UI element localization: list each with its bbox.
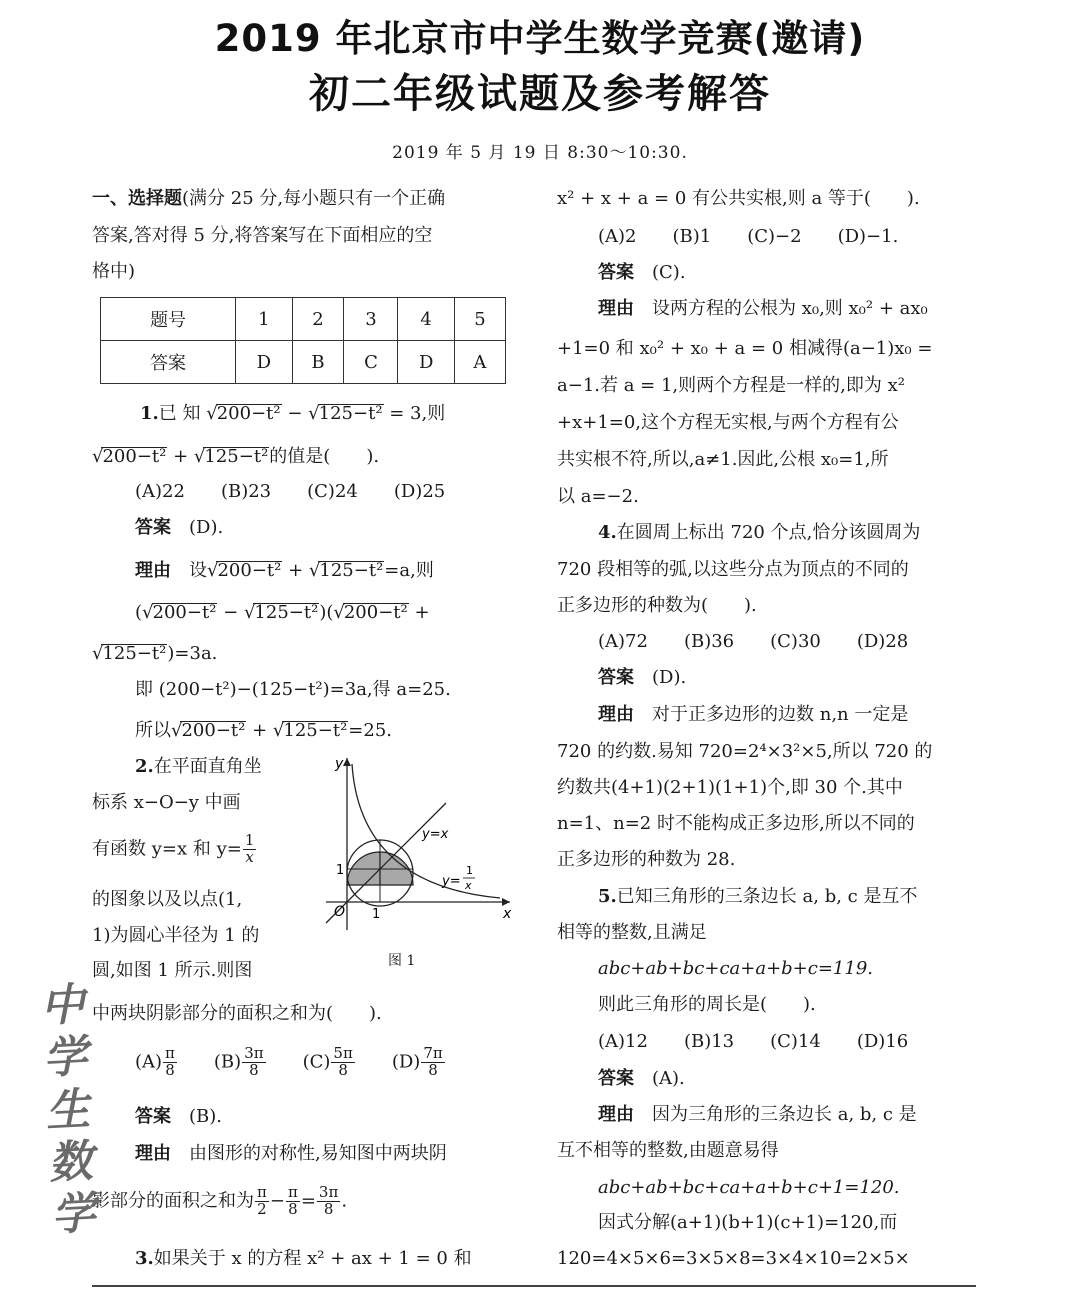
section-intro-line-1: 一、选择题(满分 25 分,每小题只有一个正确 <box>92 188 446 209</box>
q2-reason-line-2: 影部分的面积之和为 $\frac{\pi}{2}$ − $\frac{\pi}{8}$ = $\frac{3\pi}{8}$ . <box>92 1183 348 1218</box>
q3-reason-line-4: +x+1=0,这个方程无实根,与两个方程有公 <box>557 412 899 433</box>
answer-table-answer: B <box>292 341 344 384</box>
q5-reason-line-2: 互不相等的整数,由题意易得 <box>557 1140 779 1161</box>
q5-stem-line-3: 则此三角形的周长是( ). <box>598 994 816 1015</box>
q1-options: (A)22 (B)23 (C)24 (D)25 <box>135 481 446 502</box>
label-y-equals: y= <box>442 874 461 889</box>
q3-stem-line-1: 3.如果关于 x 的方程 x² + ax + 1 = 0 和 <box>135 1248 472 1269</box>
section-label: 一、选择题 <box>92 188 182 209</box>
q3-stem-line-2: x² + x + a = 0 有公共实根,则 a 等于( ). <box>557 188 920 209</box>
q2-stem-line-7: 中两块阴影部分的面积之和为( ). <box>92 1003 382 1024</box>
q2-answer: 答案 (B). <box>135 1106 222 1127</box>
title-line-2: 初二年级试题及参考解答 <box>309 71 771 117</box>
q3-options: (A)2 (B)1 (C)−2 (D)−1. <box>598 226 899 247</box>
q5-reason-line-1: 理由 因为三角形的三条边长 a, b, c 是 <box>598 1104 917 1125</box>
q3-reason-line-2: +1=0 和 x₀² + x₀ + a = 0 相减得(a−1)x₀ = <box>557 338 933 359</box>
answer-table-answer: A <box>454 341 505 384</box>
x-axis-label: x <box>503 906 512 922</box>
q5-number: 5. <box>598 886 617 907</box>
q2-stem-line-5: 1)为圆心半径为 1 的 <box>92 925 260 946</box>
exam-datetime: 2019 年 5 月 19 日 8:30～10:30. <box>392 143 688 163</box>
q2-stem-line-1: 2.在平面直角坐 <box>135 756 262 777</box>
q1-reason-line-4: 即 (200−t²)−(125−t²)=3a,得 a=25. <box>135 679 451 700</box>
q5-reason-equation: abc+ab+bc+ca+a+b+c+1=120. <box>598 1177 900 1198</box>
q4-options: (A)72 (B)36 (C)30 (D)28 <box>598 631 909 652</box>
q2-number: 2. <box>135 756 154 777</box>
q1-reason-line-5: 所以√200−t² + √125−t²=25. <box>135 720 393 741</box>
q5-stem-line-2: 相等的整数,且满足 <box>557 922 707 943</box>
watermark-char: 数 <box>47 1135 95 1190</box>
figure-caption: 图 1 <box>388 953 416 969</box>
q1-stem-line-1: 1.已 知 √200−t² − √125−t² = 3,则 <box>140 403 446 424</box>
answer-table-number: 3 <box>344 298 398 341</box>
watermark-char: 生 <box>44 1083 92 1137</box>
section-intro-line-2: 答案,答对得 5 分,将答案写在下面相应的空 <box>92 225 433 246</box>
q4-stem-line-3: 正多边形的种数为( ). <box>557 595 757 616</box>
answer-table <box>100 297 506 384</box>
q1-answer: 答案 (D). <box>135 517 224 538</box>
answer-table-answer: C <box>344 341 398 384</box>
q4-stem-line-2: 720 段相等的弧,以这些分点为顶点的不同的 <box>557 559 909 580</box>
y-tick-1: 1 <box>336 863 345 878</box>
q3-number: 3. <box>135 1248 154 1269</box>
q4-answer: 答案 (D). <box>598 667 687 688</box>
q5-stem-line-1: 5.已知三角形的三条边长 a, b, c 是互不 <box>598 886 918 907</box>
answer-table-answer-label: 答案 <box>101 341 236 384</box>
q1-reason-line-3: √125−t²)=3a. <box>92 643 218 664</box>
answer-table-header-row <box>101 298 506 341</box>
q4-stem-line-1: 4.在圆周上标出 720 个点,恰分该圆周为 <box>598 522 921 543</box>
answer-table-number: 2 <box>292 298 344 341</box>
x-axis-arrow <box>502 898 510 906</box>
answer-table-number: 4 <box>398 298 454 341</box>
section-intro-line-3: 格中) <box>92 261 136 282</box>
q2-stem-line-6: 圆,如图 1 所示.则图 <box>92 960 253 981</box>
answer-table-answer: D <box>236 341 292 384</box>
q4-reason-line-4: n=1、n=2 时不能构成正多边形,所以不同的 <box>557 813 915 834</box>
q5-answer: 答案 (A). <box>598 1068 685 1089</box>
q4-reason-line-2: 720 的约数.易知 720=2⁴×3²×5,所以 720 的 <box>557 741 933 762</box>
q2-reason-line-1: 理由 由图形的对称性,易知图中两块阴 <box>135 1143 447 1164</box>
label-fraction-numerator: 1 <box>466 864 473 877</box>
q4-reason-line-1: 理由 对于正多边形的边数 n,n 一定是 <box>598 704 909 725</box>
q2-stem-line-4: 的图象以及以点(1, <box>92 889 243 910</box>
answer-table-answer: D <box>398 341 454 384</box>
answer-table-number: 5 <box>454 298 505 341</box>
q3-reason-line-3: a−1.若 a = 1,则两个方程是一样的,即为 x² <box>557 375 905 396</box>
q3-answer: 答案 (C). <box>598 262 686 283</box>
watermark-char: 中 <box>39 979 86 1033</box>
q4-number: 4. <box>598 522 617 543</box>
origin-label: O <box>334 904 346 920</box>
q3-reason-line-5: 共实根不符,所以,a≠1.因此,公根 x₀=1,所 <box>557 449 889 470</box>
q3-reason-line-1: 理由 设两方程的公根为 x₀,则 x₀² + ax₀ <box>598 298 928 319</box>
answer-table-number: 1 <box>236 298 292 341</box>
label-y-equals-x: y=x <box>422 827 449 842</box>
q2-stem-line-3: 有函数 y=x 和 y= $\frac{1}{x}$ <box>92 831 255 866</box>
y-axis-arrow <box>343 758 351 766</box>
watermark-char: 学 <box>41 1031 89 1085</box>
title-line-1: 2019 年北京市中学生数学竞赛(邀请) <box>214 17 866 60</box>
q5-reason-line-4: 120=4×5×6=3×5×8=3×4×10=2×5× <box>557 1248 910 1269</box>
answer-table-header-label: 题号 <box>101 298 236 341</box>
q1-reason-line-2: (√200−t² − √125−t²)(√200−t² + <box>135 602 430 623</box>
q4-reason-line-3: 约数共(4+1)(2+1)(1+1)个,即 30 个.其中 <box>557 777 903 798</box>
answer-table-answer-row <box>101 341 506 384</box>
q3-reason-line-6: 以 a=−2. <box>557 486 639 507</box>
q1-stem-line-2: √200−t² + √125−t²的值是( ). <box>92 446 380 467</box>
watermark-char: 学 <box>50 1188 97 1242</box>
q5-options: (A)12 (B)13 (C)14 (D)16 <box>598 1031 909 1052</box>
label-fraction-denominator: x <box>465 879 472 892</box>
q1-number: 1. <box>140 403 159 424</box>
q4-reason-line-5: 正多边形的种数为 28. <box>557 849 736 870</box>
figure-1-graph <box>318 752 518 932</box>
q1-reason-line-1: 理由 设√200−t² + √125−t²=a,则 <box>135 560 434 581</box>
q5-equation: abc+ab+bc+ca+a+b+c=119. <box>598 958 873 979</box>
x-tick-1: 1 <box>372 907 381 922</box>
y-axis-label: y <box>335 756 344 772</box>
q2-options: (A) $\frac{\pi}{8}$ (B) $\frac{3\pi}{8}$ (C) $\frac{5\pi}{8}$ (D) $\frac{7\pi}{8}$ <box>135 1044 443 1079</box>
q2-stem-line-2: 标系 x−O−y 中画 <box>92 792 241 813</box>
bottom-rule <box>92 1285 976 1287</box>
q5-reason-line-3: 因式分解(a+1)(b+1)(c+1)=120,而 <box>598 1212 898 1233</box>
